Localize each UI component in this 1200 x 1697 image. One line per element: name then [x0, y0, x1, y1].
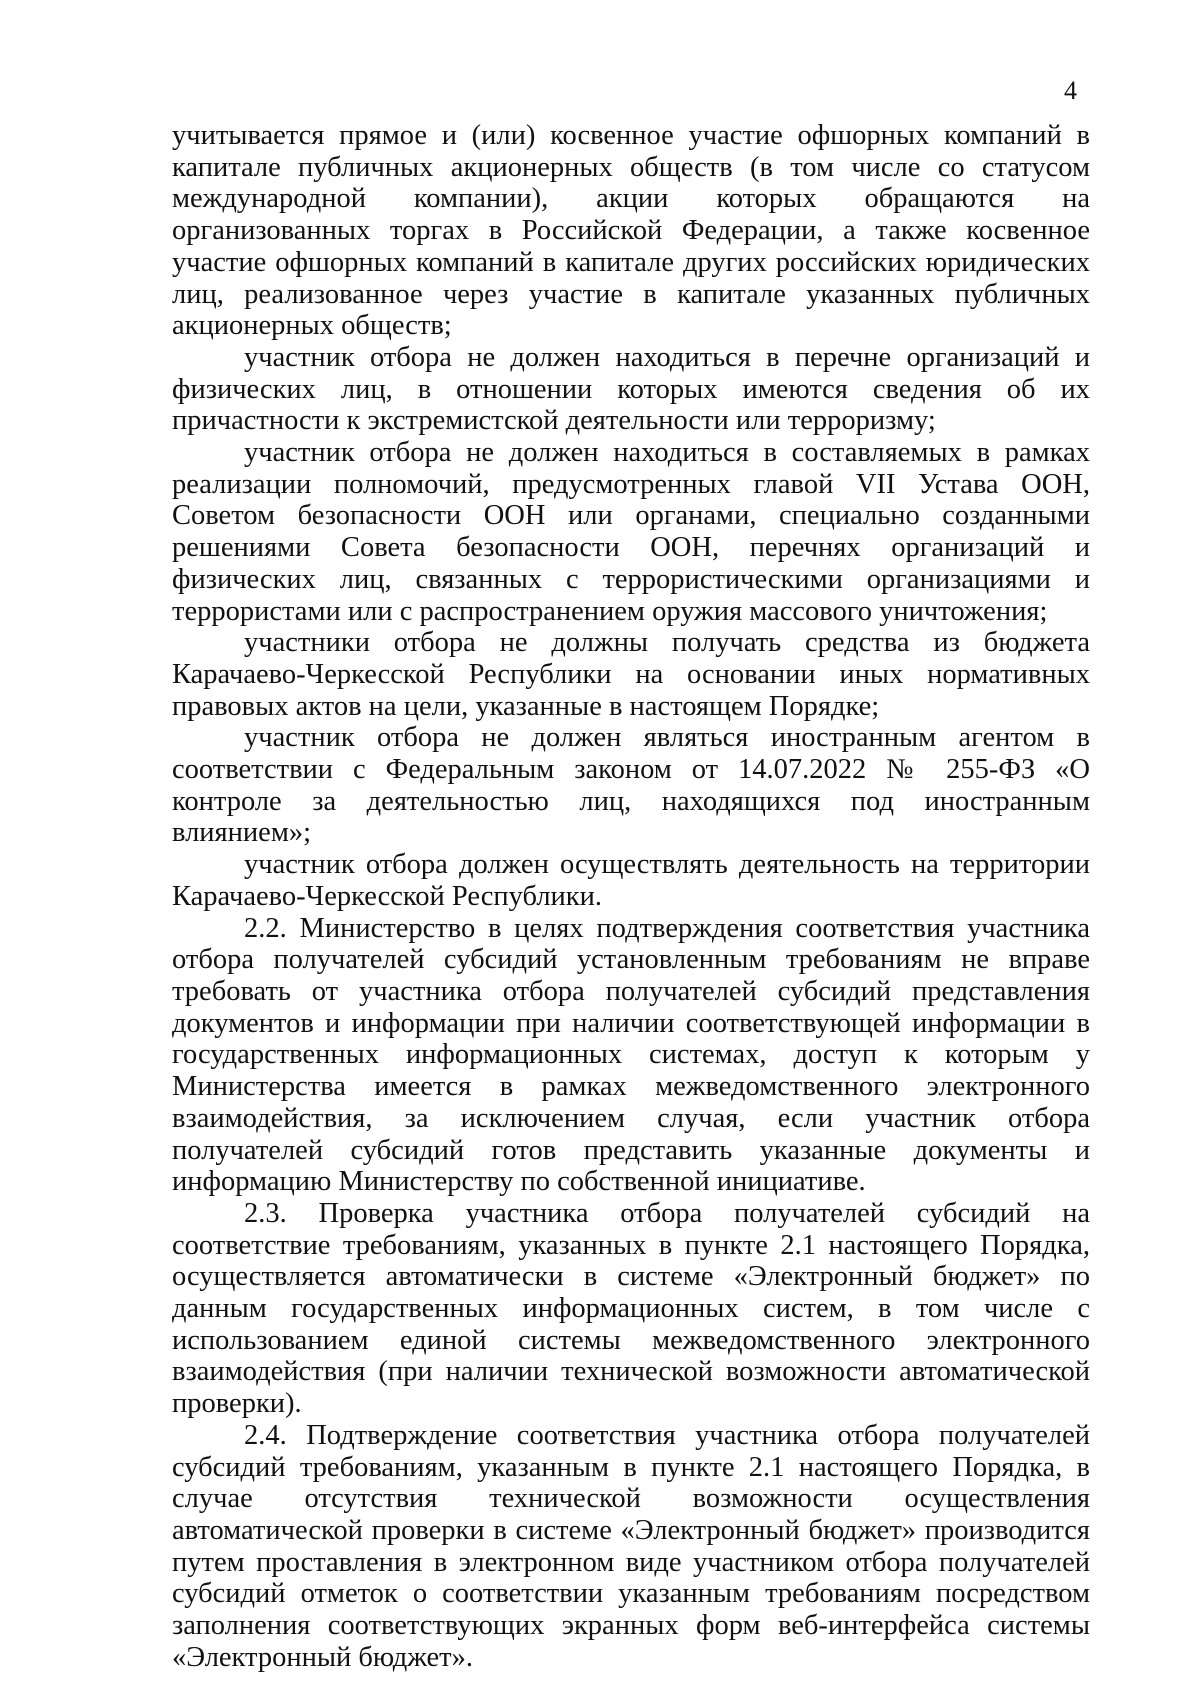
paragraph-foreign-agent: участник отбора не должен являться иностранным агентом в соответствии с Федеральным законом от 14.07.2022 № 255-ФЗ «О контроле за деятельностью лиц, находящихся под иностранным влиянием»;	[172, 722, 1090, 849]
paragraph-2-4: 2.4. Подтверждение соответствия участника отбора получателей субсидий требованиям, указанным в пункте 2.1 настоящего Порядка, в случае отсутствия технической возможности осуществления автоматической проверки в системе «Электронный бюджет» производится путем проставления в электронном виде участником отбора получателей субсидий отметок о соответствии указанным требованиям посредством заполнения соответствующих экранных форм веб-интерфейса системы «Электронный бюджет».	[172, 1419, 1090, 1673]
document-body	[172, 120, 1090, 1673]
paragraph-2-3: 2.3. Проверка участника отбора получателей субсидий на соответствие требованиям, указанных в пункте 2.1 настоящего Порядка, осуществляется автоматически в системе «Электронный бюджет» по данным государственных информационных систем, в том числе с использованием единой системы межведомственного электронного взаимодействия (при наличии технической возможности автоматической проверки).	[172, 1197, 1090, 1420]
paragraph-budget-funds: участники отбора не должны получать средства из бюджета Карачаево-Черкесской Республики на основании иных нормативных правовых актов на цели, указанные в настоящем Порядке;	[172, 627, 1090, 722]
paragraph-extremism-list: участник отбора не должен находиться в перечне организаций и физических лиц, в отношении которых имеются сведения об их причастности к экстремистской деятельности или терроризму;	[172, 341, 1090, 437]
paragraph-territory: участник отбора должен осуществлять деятельность на территории Карачаево-Черкесской Республики.	[172, 849, 1090, 912]
page-number: 4	[1064, 76, 1077, 105]
paragraph-2-2: 2.2. Министерство в целях подтверждения соответствия участника отбора получателей субсидий установленным требованиям не вправе требовать от участника отбора получателей субсидий представления документов и информации при наличии соответствующей информации в государственных информационных системах, доступ к которым у Министерства имеется в рамках межведомственного электронного взаимодействия, за исключением случая, если участник отбора получателей субсидий готов представить указанные документы и информацию Министерству по собственной инициативе.	[172, 912, 1090, 1198]
paragraph-un-sanctions-list: участник отбора не должен находиться в составляемых в рамках реализации полномочий, предусмотренных главой VII Устава ООН, Советом безопасности ООН или органами, специально созданными решениями Совета безопасности ООН, перечнях организаций и физических лиц, связанных с террористическими организациями и террористами или с распространением оружия массового уничтожения;	[172, 437, 1090, 627]
paragraph-offshore-participation: учитывается прямое и (или) косвенное участие офшорных компаний в капитале публичных акционерных обществ (в том числе со статусом международной компании), акции которых обращаются на организованных торгах в Российской Федерации, а также косвенное участие офшорных компаний в капитале других российских юридических лиц, реализованное через участие в капитале указанных публичных акционерных обществ;	[172, 120, 1090, 342]
